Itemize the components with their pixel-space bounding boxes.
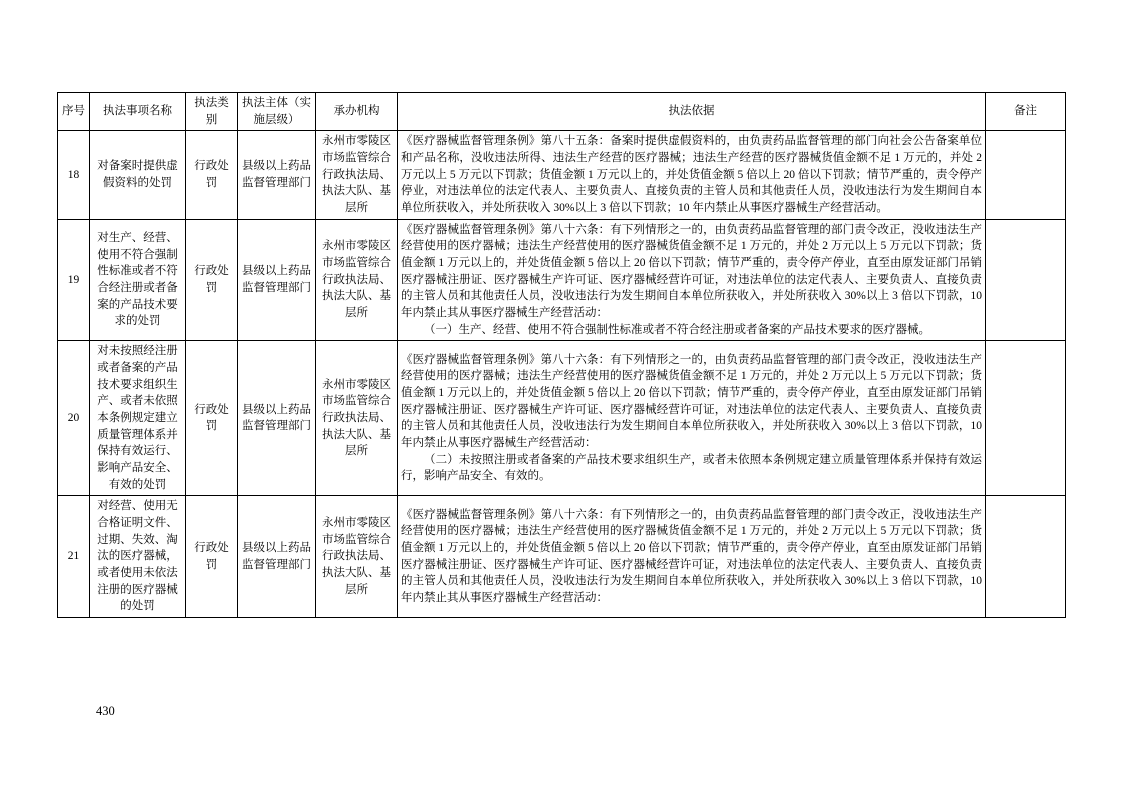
header-legal-basis: 执法依据 <box>398 93 986 131</box>
cell-subject: 县级以上药品监督管理部门 <box>238 131 316 219</box>
cell-item-name: 对未按照经注册或者备案的产品技术要求组织生产、或者未依照本条例规定建立质量管理体系并保持有效运行、影响产品安全、有效的处罚 <box>90 341 186 496</box>
cell-legal-basis <box>398 496 986 618</box>
header-organization: 承办机构 <box>316 93 398 131</box>
header-remark: 备注 <box>986 93 1066 131</box>
table-row <box>58 496 1066 618</box>
header-seq: 序号 <box>58 93 90 131</box>
cell-legal-basis <box>398 341 986 496</box>
cell-seq: 20 <box>58 341 90 496</box>
cell-item-name: 对生产、经营、使用不符合强制性标准或者不符合经注册或者备案的产品技术要求的处罚 <box>90 219 186 341</box>
cell-remark <box>986 496 1066 618</box>
cell-remark <box>986 219 1066 341</box>
legal-basis-subitem: （二）未按照注册或者备案的产品技术要求组织生产，或者未依照本条例规定建立质量管理体系并保持有效运行，影响产品安全、有效的。 <box>401 453 982 483</box>
cell-organization: 永州市零陵区市场监管综合行政执法局、执法大队、基层所 <box>316 496 398 618</box>
cell-organization: 永州市零陵区市场监管综合行政执法局、执法大队、基层所 <box>316 341 398 496</box>
legal-basis-paragraph: 《医疗器械监督管理条例》第八十六条：有下列情形之一的，由负责药品监督管理的部门责令改正，没收违法生产经营使用的医疗器械；违法生产经营使用的医疗器械货值金额不足 1 万元的，并处 2 万元以上 5 万元以下罚款；货值金额 1 万元以上的，并处货值金额 5 倍以上 20 倍以下罚款；情节严重的，责令停产停业，直至由原发证部门吊销医疗器械注册证、医疗器械生产许可证、医疗器械经营许可证，对违法单位的法定代表人、主要负责人、直接负责的主管人员和其他责任人员，没收违法行为发生期间自本单位所获收入，并处所获收入 30%以上 3 倍以下罚款，10 年内禁止其从事医疗器械生产经营活动： <box>401 223 982 320</box>
legal-basis-paragraph: 《医疗器械监督管理条例》第八十六条：有下列情形之一的，由负责药品监督管理的部门责令改正，没收违法生产经营使用的医疗器械；违法生产经营使用的医疗器械货值金额不足 1 万元的，并处 2 万元以上 5 万元以下罚款；货值金额 1 万元以上的，并处货值金额 5 倍以上 20 倍以下罚款；情节严重的，责令停产停业，直至由原发证部门吊销医疗器械注册证、医疗器械生产许可证、医疗器械经营许可证，对违法单位的法定代表人、主要负责人、直接负责的主管人员和其他责任人员，没收违法行为发生期间自本单位所获收入，并处所获收入 30%以上 3 倍以下罚款，10 年内禁止从事医疗器械生产经营活动： <box>401 353 982 450</box>
cell-legal-basis <box>398 219 986 341</box>
header-item-name: 执法事项名称 <box>90 93 186 131</box>
cell-organization: 永州市零陵区市场监管综合行政执法局、执法大队、基层所 <box>316 219 398 341</box>
cell-subject: 县级以上药品监督管理部门 <box>238 496 316 618</box>
cell-category: 行政处罚 <box>186 341 238 496</box>
page-number: 430 <box>96 704 115 718</box>
header-subject: 执法主体（实施层级） <box>238 93 316 131</box>
cell-seq: 19 <box>58 219 90 341</box>
header-category: 执法类别 <box>186 93 238 131</box>
cell-subject: 县级以上药品监督管理部门 <box>238 219 316 341</box>
table-row <box>58 341 1066 496</box>
cell-category: 行政处罚 <box>186 219 238 341</box>
cell-category: 行政处罚 <box>186 131 238 219</box>
table-row <box>58 219 1066 341</box>
cell-remark <box>986 131 1066 219</box>
cell-legal-basis <box>398 131 986 219</box>
table-row <box>58 131 1066 219</box>
cell-remark <box>986 341 1066 496</box>
cell-item-name: 对备案时提供虚假资料的处罚 <box>90 131 186 219</box>
table-header <box>58 93 1066 131</box>
table-body <box>58 131 1066 618</box>
legal-basis-paragraph: 《医疗器械监督管理条例》第八十五条：备案时提供虚假资料的，由负责药品监督管理的部门向社会公告备案单位和产品名称，没收违法所得、违法生产经营的医疗器械；违法生产经营的医疗器械货值金额不足 1 万元的，并处 2 万元以上 5 万元以下罚款；货值金额 1 万元以上的，并处货值金额 5 倍以上 20 倍以下罚款；情节严重的，责令停产停业，对违法单位的法定代表人、主要负责人、直接负责的主管人员和其他责任人员，没收违法行为发生期间自本单位所获收入，并处所获收入 30%以上 3 倍以下罚款；10 年内禁止从事医疗器械生产经营活动。 <box>401 135 982 215</box>
cell-organization: 永州市零陵区市场监管综合行政执法局、执法大队、基层所 <box>316 131 398 219</box>
enforcement-items-table <box>57 92 1066 618</box>
cell-seq: 18 <box>58 131 90 219</box>
cell-category: 行政处罚 <box>186 496 238 618</box>
cell-subject: 县级以上药品监督管理部门 <box>238 341 316 496</box>
table-header-row <box>58 93 1066 131</box>
enforcement-items-table-wrap <box>57 92 1065 618</box>
legal-basis-paragraph: 《医疗器械监督管理条例》第八十六条：有下列情形之一的，由负责药品监督管理的部门责令改正，没收违法生产经营使用的医疗器械；违法生产经营使用的医疗器械货值金额不足 1 万元的，并处 2 万元以上 5 万元以下罚款；货值金额 1 万元以上的，并处货值金额 5 倍以上 20 倍以下罚款；情节严重的，责令停产停业，直至由原发证部门吊销医疗器械注册证、医疗器械生产许可证、医疗器械经营许可证，对违法单位的法定代表人、主要负责人、直接负责的主管人员和其他责任人员，没收违法行为发生期间自本单位所获收入，并处所获收入 30%以上 3 倍以下罚款，10 年内禁止其从事医疗器械生产经营活动： <box>401 508 982 605</box>
legal-basis-subitem: （一）生产、经营、使用不符合强制性标准或者不符合经注册或者备案的产品技术要求的医疗器械。 <box>424 323 930 336</box>
cell-seq: 21 <box>58 496 90 618</box>
cell-item-name: 对经营、使用无合格证明文件、过期、失效、淘汰的医疗器械，或者使用未依法注册的医疗器械的处罚 <box>90 496 186 618</box>
